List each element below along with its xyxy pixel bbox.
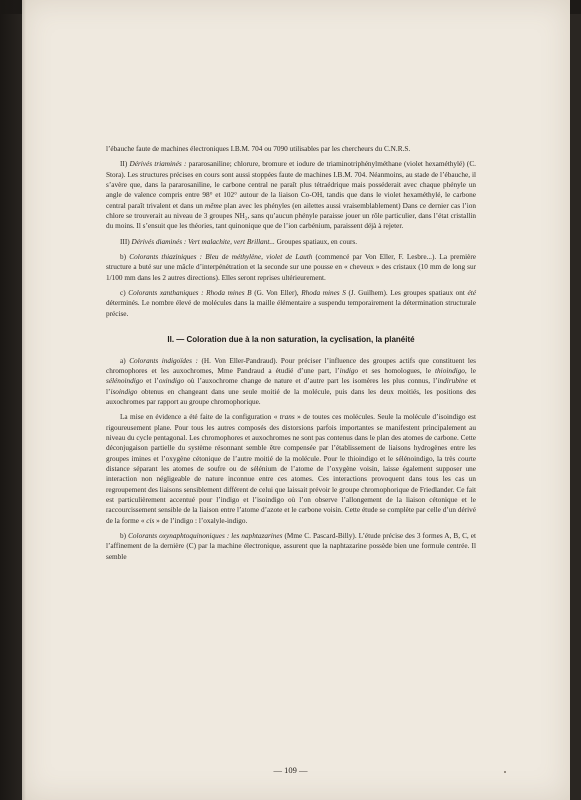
- italic-run: sélénoindigo: [106, 377, 144, 386]
- text-run: (Mme C. Pascard-Billy). L’étude précise des 3 formes A, B, C, et l’affinement de la dernière (C) par la machine électronique, assurent que la naphtazarine possède bien une formule centrée. Il semble: [106, 532, 477, 561]
- text-run: plan avec les phényles (en ailettes aussi vraisemblablement) Dans ce dernier cas l’ion chlore se trouverait au niveau de 3 groupes NH₂, sans qu’aucun phényle paraisse jouer un rôle particulier, dans l’état cristallin du moins. Il s’ensuit que les théories, tant quinonique que de l’ion carbénium, paraissent déjà à rejeter.: [106, 201, 477, 231]
- text-run: obtenus en changeant dans une seule moitié de la molécule, puis dans les deux moitiés, les positions des auxochromes par rapport au groupe chromophorique.: [106, 387, 476, 406]
- paragraph: [106, 531, 476, 562]
- italic-run: cis: [146, 516, 155, 525]
- text-run: (commencé par Von Eller, F. Lesbre...). La première structure a buté sur une mâcle d’interpénétration et la seconde sur une pousse en « cheveux » des cristaux (10 mm de long sur 1/100 mm dans les 2 autres directions). Elles seront reprises ultérieurement.: [106, 253, 476, 282]
- paragraph: [106, 144, 476, 154]
- paragraph-group-2: [106, 356, 476, 563]
- text-run: et l’: [143, 377, 159, 386]
- text-run: (G. Von Eller),: [251, 289, 302, 298]
- section-title: II. — Coloration due à la non saturation, la cyclisation, la planéité: [167, 335, 415, 345]
- text-run: pararosaniline; chlorure, bromure et iodure de triaminotriphénylméthane (violet hexaméthylé) (C. Stora). Les structures précises en cours sont aussi stoppées faute de machines I.B.M. 704. Néanmoins, au stade de l’ébauche, il s’avère que, dans la pararosaniline, le carbone central ne paraît plus tétraédrique mais posséderait avec chaque phényle un angle de valence compris entre 98° et 102° autour de la liaison Co-OH, tandis que dans le violet hexaméthylé, le carbone central paraît trivalent et dans un: [106, 160, 476, 210]
- page-number: — 109 —: [273, 765, 308, 775]
- text-run: où l’auxochrome change de nature et d’autre part les isomères les plus connus, l’: [184, 377, 438, 386]
- text-run: a): [120, 356, 130, 365]
- binding-shadow: [0, 0, 26, 800]
- italic-run: Colorants xanthaniques : Rhoda mines B: [128, 289, 252, 298]
- text-run: (J. Guilhem). Les groupes spatiaux ont: [345, 289, 468, 298]
- paragraph: [106, 159, 476, 231]
- text-run: » de toutes ces molécules. Seule la molécule d’isoindigo est rigoureusement plane. Pour tous les autres composés des distorsions parfois importantes se manifestent principalement au niveau du cycle pentagonal. Les chromophores et auxochromes ne sont pas contenus dans le plan des atomes de carbone. Cette déconjugaison partielle du système résonnant semble être compensée par l’établissement de liaisons hydrogènes entre les groupes imines et l’oxygène cétonique de l’autre moitié de la molécule. Pour le thioindigo et le sélénoindigo, la très courte distance séparant les atomes de soufre ou de sélénium de l’atome de l’oxygène voisin, laisse également supposer une interaction non négligeable de nature inconnue entre ces atomes. Ces interactions provoquent dans tous les cas un regroupement des liaisons sensiblement différent de celui que laissait prévoir le groupe chromophorique de Friedlander. Ce fait est particulièrement accentué pour l’indigo et l’isoindigo où l’on observe l’allongement de la liaison cétonique et le raccourcissement sensible de la liaison entre l’atome d’azote et le carbone voisin. Cette étude se complète par celle d’un dérivé de la forme «: [106, 413, 476, 525]
- italic-run: trans: [279, 413, 295, 422]
- italic-run: indirubine: [437, 377, 468, 386]
- text-run: et ses homologues, le: [358, 366, 436, 375]
- text-run: b): [120, 532, 129, 540]
- body-text: [106, 144, 476, 567]
- italic-run: indigo: [339, 366, 359, 375]
- paragraph-group-1: [106, 144, 476, 319]
- text-run: » de l’indigo : l’oxalyle-indigo.: [154, 516, 248, 525]
- italic-run: Rhoda mines S: [301, 289, 346, 298]
- italic-run: été: [467, 289, 476, 298]
- text-run: c): [120, 289, 129, 298]
- text-run: (H. Von Eller-Pandraud). Pour préciser l’influence des groupes actifs que constituent les chromophores et les auxochromes, Mme Pandraud a étudié d’une part, l’: [106, 356, 476, 375]
- text-run: Groupes spatiaux, en cours.: [274, 237, 358, 246]
- italic-run: Colorants oxynaphtoquinoniques : les naphtazarines: [128, 532, 283, 540]
- paragraph: [106, 288, 476, 319]
- italic-run: oxindigo: [158, 377, 185, 386]
- text-run: déterminés. Le nombre élevé de molécules dans la maille élémentaire a suspendu temporairement la détermination structurale précise.: [106, 299, 476, 318]
- text-run: III): [120, 237, 132, 246]
- text-run: La mise en évidence a été faite de la configuration «: [120, 413, 280, 422]
- italic-run: Colorants thiaziniques : Bleu de méthylène, violet de Lauth: [129, 253, 313, 262]
- paragraph: [106, 356, 476, 408]
- text-run: , le: [464, 366, 476, 375]
- text-run: II): [120, 160, 130, 169]
- text-run: et l’: [106, 377, 477, 396]
- italic-run: isoindigo: [110, 387, 138, 396]
- italic-run: thioindigo: [435, 366, 465, 375]
- paragraph: [106, 252, 476, 283]
- scan-speck: [504, 771, 506, 773]
- italic-run: Colorants indigoïdes :: [129, 356, 198, 365]
- paragraph: [106, 237, 476, 247]
- paragraph: [106, 412, 476, 526]
- italic-run: même: [205, 201, 222, 210]
- text-run: b): [120, 253, 130, 262]
- italic-run: Dérivés diaminés : Vert malachite, vert Brillant...: [131, 237, 275, 246]
- italic-run: Dérivés triaminés :: [129, 160, 187, 169]
- text-run: l’ébauche faute de machines électroniques I.B.M. 704 ou 7090 utilisables par les chercheurs du C.N.R.S.: [106, 145, 411, 153]
